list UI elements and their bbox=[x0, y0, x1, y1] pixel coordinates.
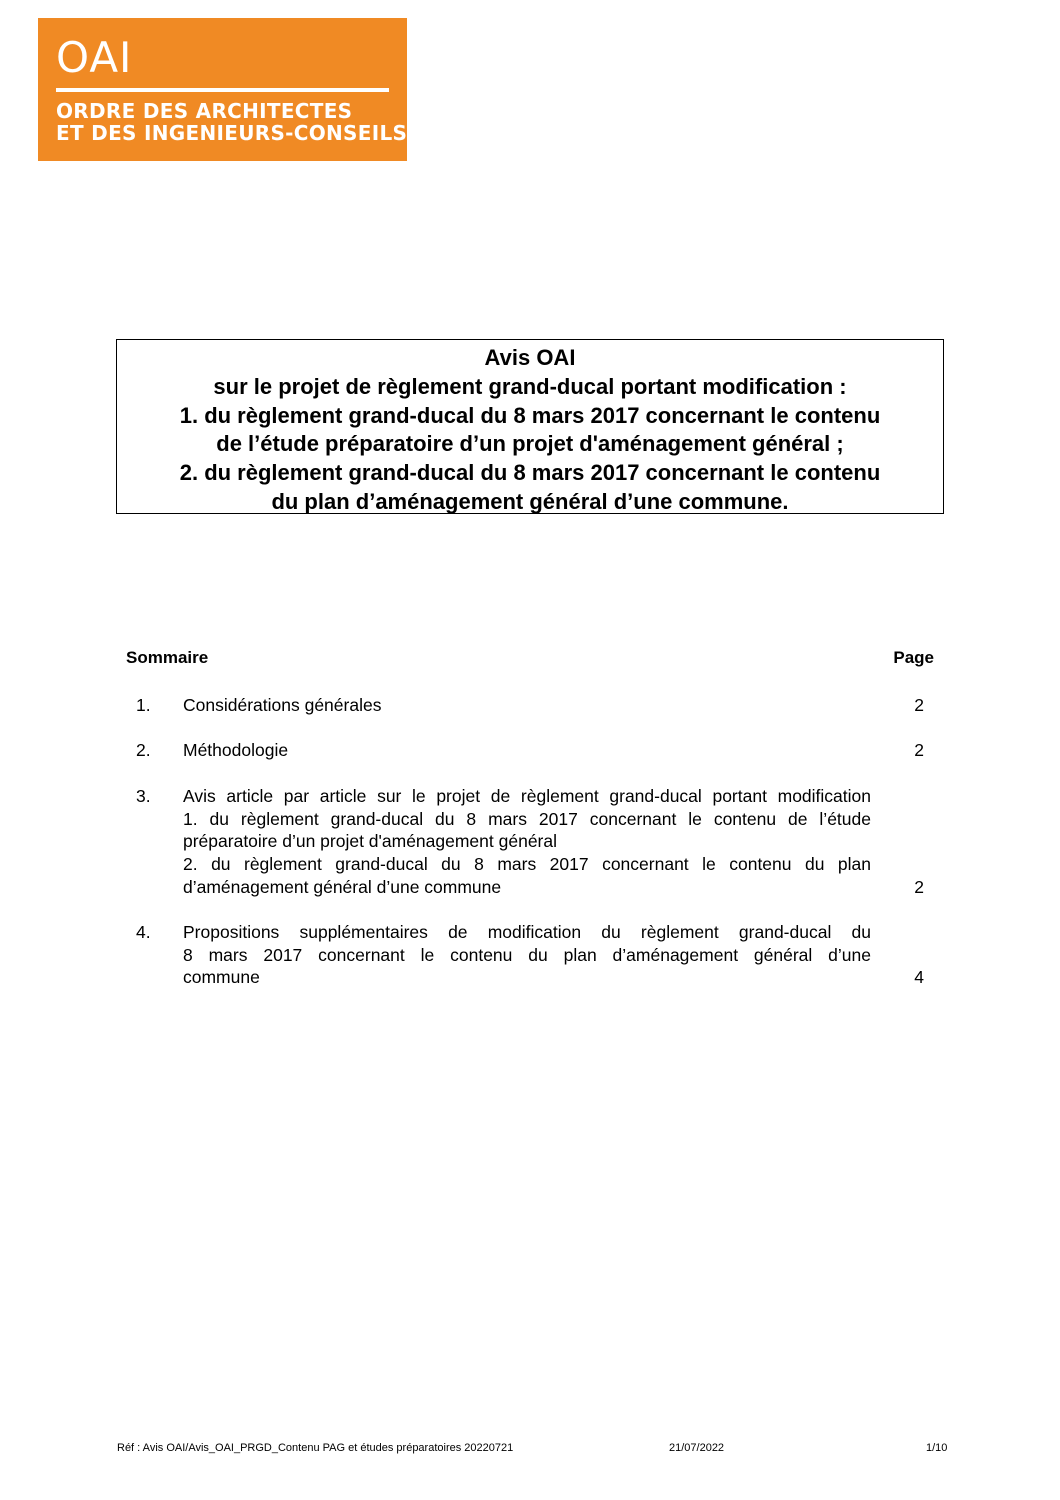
toc-entry-text: d’aménagement général d’une commune bbox=[183, 876, 502, 897]
toc-heading: Sommaire bbox=[126, 648, 209, 667]
title-line: de l’étude préparatoire d’un projet d'aménagement général ; bbox=[216, 431, 844, 457]
toc-entry-page: 2 bbox=[914, 876, 924, 897]
title-line: du plan d’aménagement général d’une commune. bbox=[271, 488, 789, 514]
title-line: 2. du règlement grand-ducal du 8 mars 2017 concernant le contenu bbox=[179, 460, 881, 486]
toc-entry-text: 2. du règlement grand-ducal du 8 mars 2017 concernant le contenu du plan bbox=[183, 854, 871, 875]
toc-entry-text: 8 mars 2017 concernant le contenu du plan d’aménagement général d’une bbox=[183, 944, 871, 965]
toc-page-heading: Page bbox=[893, 648, 934, 667]
logo-rule bbox=[56, 88, 389, 92]
title-line: 1. du règlement grand-ducal du 8 mars 2017 concernant le contenu bbox=[179, 402, 881, 428]
oai-logo bbox=[38, 18, 407, 161]
logo-mark: OAI bbox=[56, 33, 133, 82]
footer-page-number: 1/10 bbox=[926, 1442, 948, 1454]
toc-entry-number: 4. bbox=[136, 922, 151, 942]
toc-entry-number: 3. bbox=[136, 786, 151, 806]
toc-header bbox=[126, 648, 934, 676]
toc-entry-text: Considérations générales bbox=[183, 695, 382, 715]
toc-entry-number: 1. bbox=[136, 695, 151, 715]
footer-date: 21/07/2022 bbox=[669, 1442, 725, 1454]
toc-entry-page: 2 bbox=[914, 695, 924, 715]
logo-line-2: ET DES INGENIEURS-CONSEILS bbox=[56, 121, 408, 145]
logo-line-1: ORDRE DES ARCHITECTES bbox=[56, 99, 353, 123]
toc-entry-page: 2 bbox=[914, 740, 924, 760]
toc-entry-text: Méthodologie bbox=[183, 740, 289, 760]
title-line: Avis OAI bbox=[484, 345, 576, 370]
toc-entry-text: préparatoire d’un projet d'aménagement général bbox=[183, 831, 558, 852]
title-line: sur le projet de règlement grand-ducal portant modification : bbox=[213, 373, 847, 399]
toc-entry-text: commune bbox=[183, 967, 260, 988]
toc-entry-text: Avis article par article sur le projet de règlement grand-ducal portant modification bbox=[183, 786, 871, 806]
footer-reference: Réf : Avis OAI/Avis_OAI_PRGD_Contenu PAG et études préparatoires 20220721 bbox=[117, 1442, 514, 1454]
toc-entry-text: 1. du règlement grand-ducal du 8 mars 2017 concernant le contenu de l’étude bbox=[183, 808, 871, 829]
title-box bbox=[116, 339, 944, 514]
toc-entry-text: Propositions supplémentaires de modification du règlement grand-ducal du bbox=[183, 922, 871, 942]
table-of-contents bbox=[126, 648, 934, 988]
toc-entry-page: 4 bbox=[914, 967, 924, 988]
toc-entry-number: 2. bbox=[136, 740, 151, 760]
